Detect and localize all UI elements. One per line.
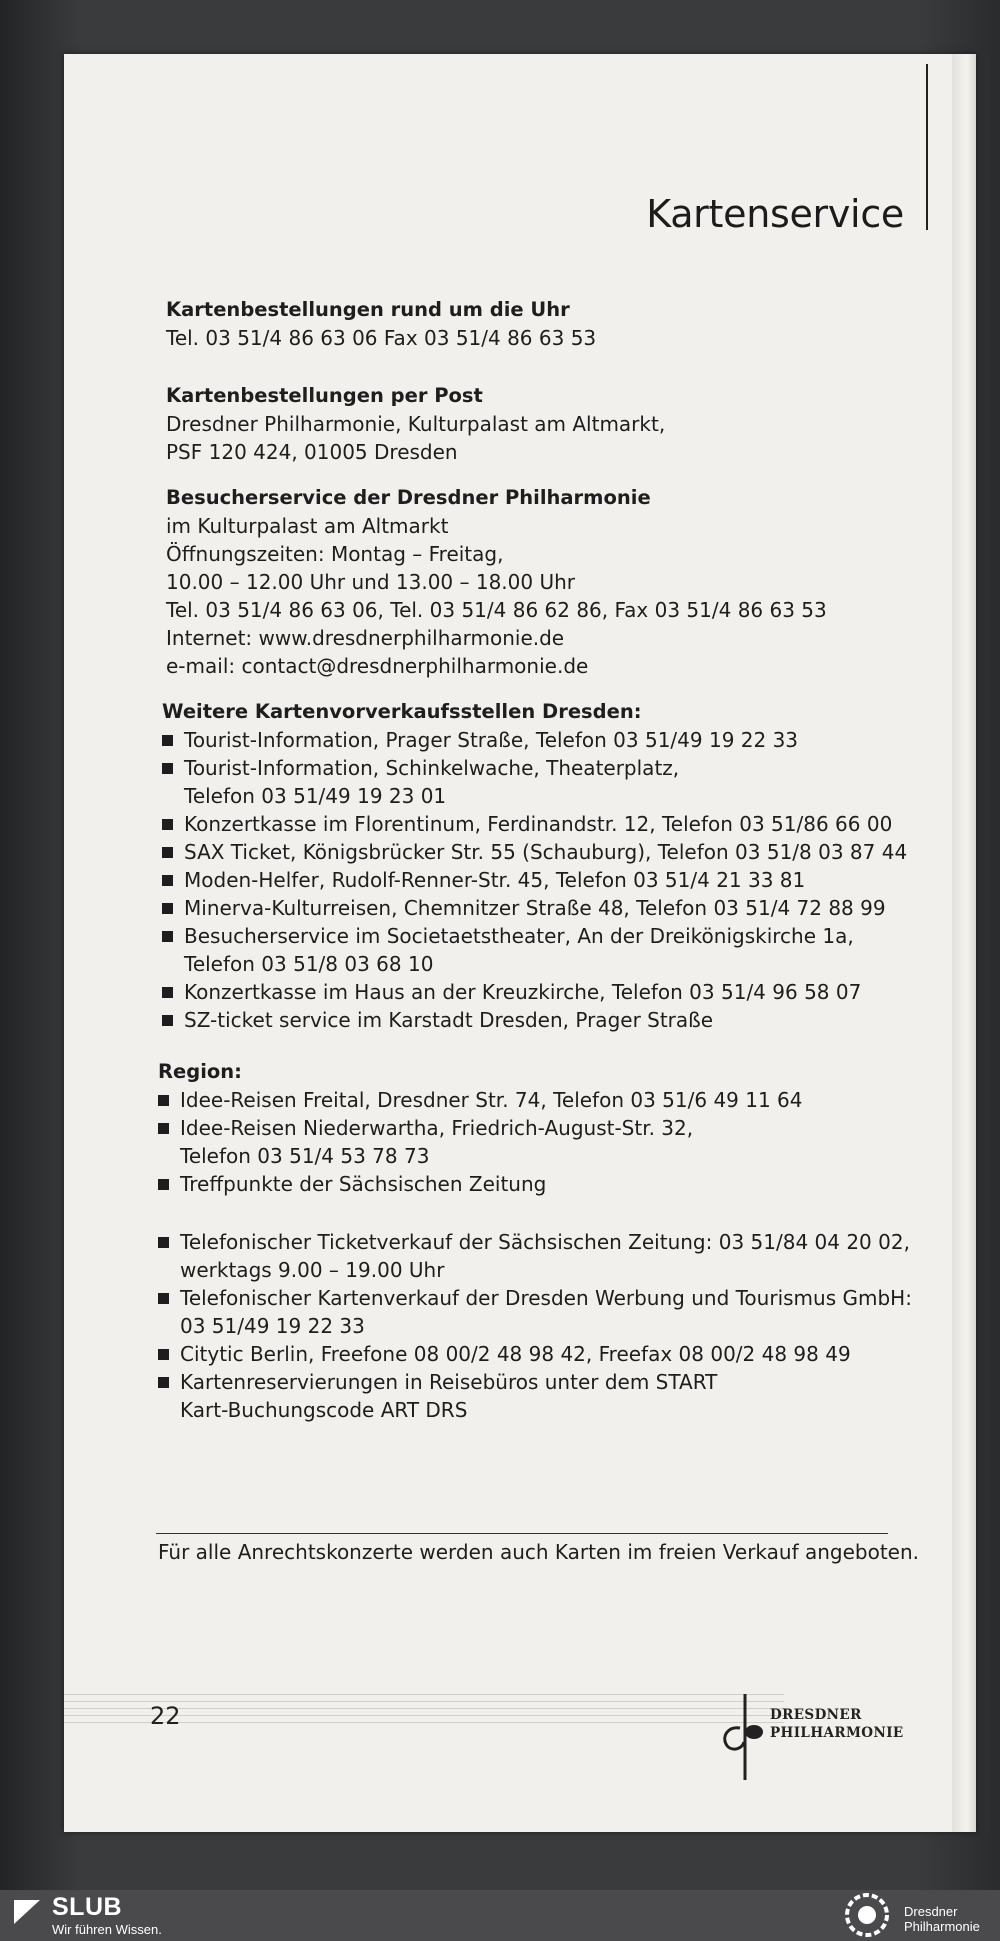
logo-line: PHILHARMONIE — [770, 1725, 904, 1741]
section-heading: Besucherservice der Dresdner Philharmonie — [166, 486, 651, 509]
page-number: 22 — [150, 1702, 181, 1730]
list-item: Idee-Reisen Freital, Dresdner Str. 74, Telefon 03 51/6 49 11 64 — [158, 1086, 906, 1114]
list-item: Kartenreservierungen in Reisebüros unter dem START Kart-Buchungscode ART DRS — [158, 1368, 906, 1424]
section-besucherservice — [166, 484, 906, 680]
region-list — [158, 1086, 906, 1198]
logo-line: DRESDNER — [770, 1707, 862, 1723]
section-heading: Kartenbestellungen per Post — [166, 384, 483, 407]
list-item: Konzertkasse im Florentinum, Ferdinandstr. 12, Telefon 03 51/86 66 00 — [162, 810, 906, 838]
phone-line: Tel. 03 51/4 86 63 06, Tel. 03 51/4 86 62 86, Fax 03 51/4 86 63 53 — [166, 598, 827, 622]
list-item: Idee-Reisen Niederwartha, Friedrich-August-Str. 32, Telefon 03 51/4 53 78 73 — [158, 1114, 906, 1170]
list-item: Telefonischer Ticketverkauf der Sächsischen Zeitung: 03 51/84 04 20 02, werktags 9.00 – 19.00 Uhr — [158, 1228, 906, 1284]
list-item: Telefonischer Kartenverkauf der Dresden Werbung und Tourismus GmbH: 03 51/49 19 22 33 — [158, 1284, 906, 1340]
list-item: Konzertkasse im Haus an der Kreuzkirche, Telefon 03 51/4 96 58 07 — [162, 978, 906, 1006]
page-content — [158, 296, 912, 1442]
address-line: Dresdner Philharmonie, Kulturpalast am Altmarkt, — [166, 412, 666, 436]
slub-tagline: Wir führen Wissen. — [52, 1922, 162, 1937]
page-title: Kartenservice — [646, 192, 904, 236]
bullet-square-icon — [158, 1095, 169, 1106]
list-item: Treffpunkte der Sächsischen Zeitung — [158, 1170, 906, 1198]
bullet-square-icon — [162, 903, 173, 914]
bullet-square-icon — [162, 1015, 173, 1026]
slub-name: SLUB — [52, 1893, 123, 1921]
section-per-post — [166, 382, 906, 466]
info-line: im Kulturpalast am Altmarkt — [166, 514, 449, 538]
list-item: Minerva-Kulturreisen, Chemnitzer Straße 48, Telefon 03 51/4 72 88 99 — [162, 894, 906, 922]
bullet-square-icon — [158, 1377, 169, 1388]
partner-name: Dresdner Philharmonie — [904, 1904, 980, 1934]
closing-divider — [156, 1533, 888, 1534]
bullet-square-icon — [162, 987, 173, 998]
partner-logo-icon — [844, 1893, 890, 1937]
bullet-square-icon — [162, 847, 173, 858]
section-telefonisch — [158, 1228, 912, 1424]
bullet-square-icon — [158, 1123, 169, 1134]
bullet-square-icon — [162, 875, 173, 886]
section-heading: Region: — [158, 1060, 242, 1083]
vorverkauf-list — [162, 726, 906, 1034]
bullet-square-icon — [158, 1179, 169, 1190]
list-item: Citytic Berlin, Freefone 08 00/2 48 98 42, Freefax 08 00/2 48 98 49 — [158, 1340, 906, 1368]
list-item: Tourist-Information, Schinkelwache, Theaterplatz, Telefon 03 51/49 19 23 01 — [162, 754, 906, 810]
closing-note: Für alle Anrechtskonzerte werden auch Karten im freien Verkauf angeboten. — [158, 1540, 920, 1564]
section-rund-um-die-uhr — [166, 296, 906, 352]
opening-hours-line: Öffnungszeiten: Montag – Freitag, — [166, 542, 504, 566]
bullet-square-icon — [158, 1349, 169, 1360]
header-vertical-rule — [926, 64, 928, 230]
list-item: Besucherservice im Societaetstheater, An der Dreikönigskirche 1a, Telefon 03 51/8 03 68 10 — [162, 922, 906, 978]
list-item: SAX Ticket, Königsbrücker Str. 55 (Schauburg), Telefon 03 51/8 03 87 44 — [162, 838, 906, 866]
bullet-square-icon — [162, 819, 173, 830]
section-region — [158, 1058, 906, 1198]
section-heading: Kartenbestellungen rund um die Uhr — [166, 298, 570, 321]
logo-wordmark — [770, 1706, 904, 1742]
list-item: Tourist-Information, Prager Straße, Telefon 03 51/49 19 22 33 — [162, 726, 906, 754]
address-line: PSF 120 424, 01005 Dresden — [166, 440, 458, 464]
bullet-square-icon — [158, 1237, 169, 1248]
telefonisch-list — [158, 1228, 912, 1424]
slub-logo-icon — [14, 1900, 40, 1924]
page-edge — [952, 54, 976, 1832]
opening-hours-line: 10.00 – 12.00 Uhr und 13.00 – 18.00 Uhr — [166, 570, 576, 594]
email-line: e-mail: contact@dresdnerphilharmonie.de — [166, 654, 589, 678]
internet-line: Internet: www.dresdnerphilharmonie.de — [166, 626, 565, 650]
bullet-square-icon — [158, 1293, 169, 1304]
list-item: Moden-Helfer, Rudolf-Renner-Str. 45, Telefon 03 51/4 21 33 81 — [162, 866, 906, 894]
section-vorverkauf-dresden — [162, 698, 906, 1034]
list-item: SZ-ticket service im Karstadt Dresden, Prager Straße — [162, 1006, 906, 1034]
contact-line: Tel. 03 51/4 86 63 06 Fax 03 51/4 86 63 53 — [166, 326, 597, 350]
bullet-square-icon — [162, 735, 173, 746]
section-heading: Weitere Kartenvorverkaufsstellen Dresden: — [162, 700, 642, 723]
bullet-square-icon — [162, 931, 173, 942]
bullet-square-icon — [162, 763, 173, 774]
